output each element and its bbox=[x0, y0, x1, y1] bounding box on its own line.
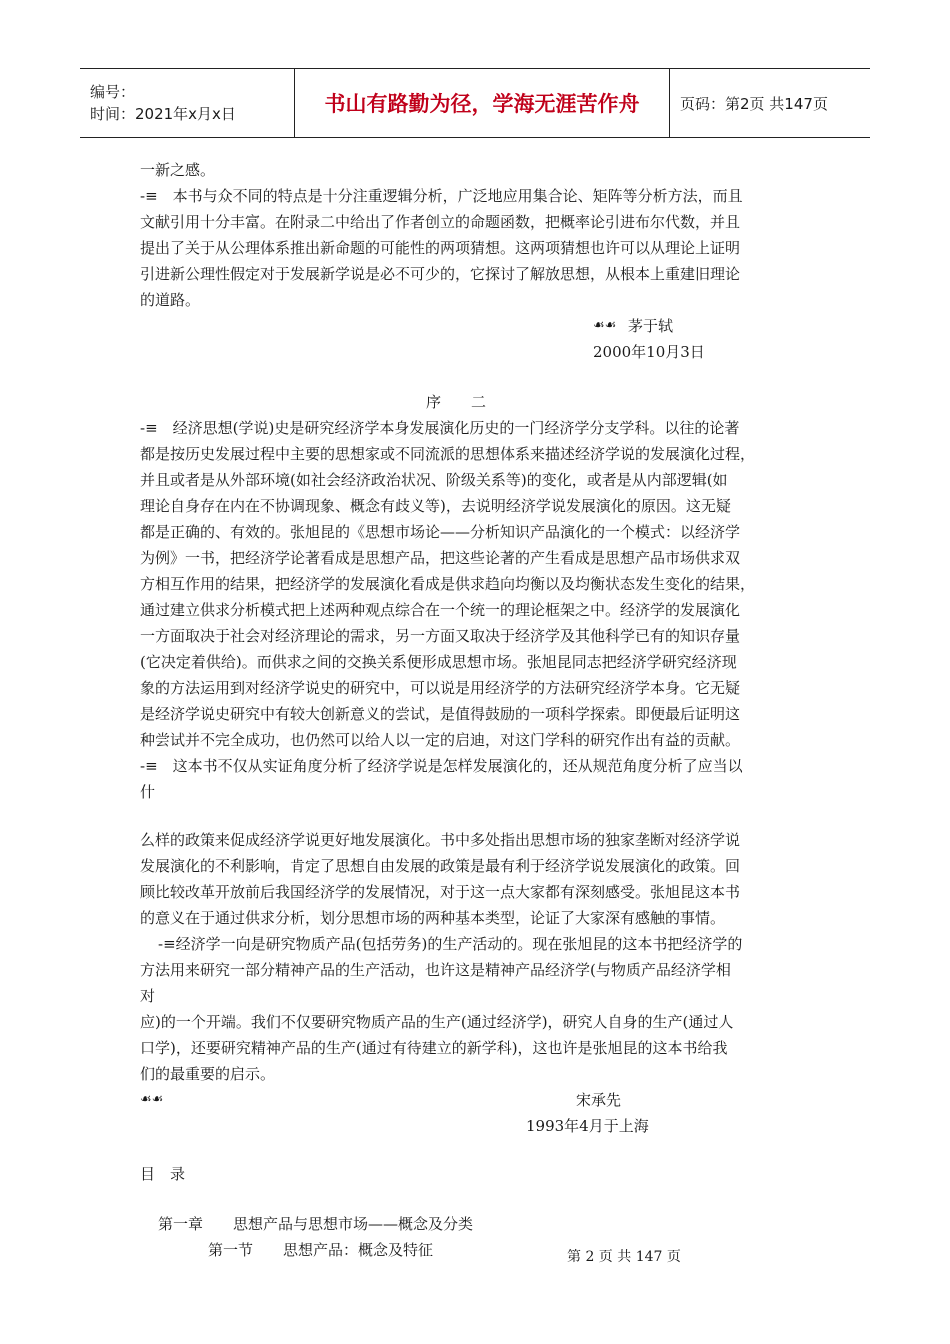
text-line: 提出了关于从公理体系推出新命题的可能性的两项猜想。这两项猜想也许可以从理论上证明 bbox=[140, 239, 741, 257]
text-line: 通过建立供求分析模式把上述两种观点综合在一个统一的理论框架之中。经济学的发展演化 bbox=[140, 601, 741, 619]
page-label: 页码：第2页 共147页 bbox=[680, 94, 828, 113]
text-line: 口学)，还要研究精神产品的生产(通过有待建立的新学科)，这也许是张旭昆的这本书给我 bbox=[140, 1039, 728, 1057]
text-line: 目 录 bbox=[140, 1165, 186, 1183]
text-line: 为例》一书，把经济学论著看成是思想产品，把这些论著的产生看成是思想产品市场供求双 bbox=[140, 549, 741, 567]
text-line: 第一节 思想产品：概念及特征 bbox=[208, 1241, 434, 1259]
text-line: -≡ 经济思想(学说)史是研究经济学本身发展演化历史的一门经济学分支学科。以往的论著 bbox=[140, 419, 740, 437]
header-page bbox=[670, 69, 870, 137]
text-line: 顾比较改革开放前后我国经济学的发展情况，对于这一点大家都有深刻感受。张旭昆这本书 bbox=[140, 883, 741, 901]
ornament-icon: ☙☙ bbox=[140, 1092, 164, 1107]
header-meta bbox=[80, 69, 295, 137]
text-line: 都是正确的、有效的。张旭昆的《思想市场论——分析知识产品演化的一个模式：以经济学 bbox=[140, 523, 741, 541]
text-line: 1993年4月于上海 bbox=[526, 1117, 649, 1135]
text-line: 的道路。 bbox=[140, 291, 201, 309]
text-line: 理论自身存在内在不协调现象、概念有歧义等)，去说明经济学说发展演化的原因。这无疑 bbox=[140, 497, 731, 515]
text-line: 一方面取决于社会对经济理论的需求，另一方面又取决于经济学及其他科学已有的知识存量 bbox=[140, 627, 741, 645]
text-line: 对 bbox=[140, 987, 156, 1005]
text-line: 2000年10月3日 bbox=[593, 343, 705, 361]
text-line: 第一章 思想产品与思想市场——概念及分类 bbox=[158, 1215, 474, 1233]
header-motto bbox=[295, 69, 670, 137]
text-line: 宋承先 bbox=[576, 1091, 622, 1109]
ornament-icon: ☙☙ bbox=[593, 318, 617, 333]
text-line: -≡ 本书与众不同的特点是十分注重逻辑分析，广泛地应用集合论、矩阵等分析方法，而且 bbox=[140, 187, 743, 205]
text-line: 方法用来研究一部分精神产品的生产活动，也许这是精神产品经济学(与物质产品经济学相 bbox=[140, 961, 731, 979]
text-line: -≡经济学一向是研究物质产品(包括劳务)的生产活动的。现在张旭昆的这本书把经济学的 bbox=[158, 935, 743, 953]
text-line: 一新之感。 bbox=[140, 161, 216, 179]
number-label: 编号： bbox=[90, 83, 136, 101]
text-line: 发展演化的不利影响，肯定了思想自由发展的政策是最有利于经济学说发展演化的政策。回 bbox=[140, 857, 741, 875]
footer-page-number: 第 2 页 共 147 页 bbox=[567, 1249, 681, 1265]
text-line: -≡ 这本书不仅从实证角度分析了经济学说是怎样发展演化的，还从规范角度分析了应当以 bbox=[140, 757, 743, 775]
text-line: 是经济学说史研究中有较大创新意义的尝试，是值得鼓励的一项科学探索。即便最后证明这 bbox=[140, 705, 741, 723]
text-line: 们的最重要的启示。 bbox=[140, 1065, 276, 1083]
text-line: 方相互作用的结果，把经济学的发展演化看成是供求趋向均衡以及均衡状态发生变化的结果， bbox=[140, 575, 756, 593]
text-line: 序 二 bbox=[426, 393, 487, 411]
text-line: 应)的一个开端。我们不仅要研究物质产品的生产(通过经济学)，研究人自身的生产(通过人 bbox=[140, 1013, 734, 1031]
text-line: 并且或者是从外部环境(如社会经济政治状况、阶级关系等)的变化，或者是从内部逻辑(如 bbox=[140, 471, 728, 489]
text-line: (它决定着供给)。而供求之间的交换关系便形成思想市场。张旭昆同志把经济学研究经济现 bbox=[140, 653, 737, 671]
text-line: 文献引用十分丰富。在附录二中给出了作者创立的命题函数，把概率论引进布尔代数，并且 bbox=[140, 213, 741, 231]
text-line: 么样的政策来促成经济学说更好地发展演化。书中多处指出思想市场的独家垄断对经济学说 bbox=[140, 831, 741, 849]
date-label: 时间：2021年x月x日 bbox=[90, 105, 236, 123]
text-line: 种尝试并不完全成功，也仍然可以给人以一定的启迪，对这门学科的研究作出有益的贡献。 bbox=[140, 731, 741, 749]
motto-text: 书山有路勤为径，学海无涯苦作舟 bbox=[324, 92, 640, 116]
text-line: 茅于轼 bbox=[628, 317, 674, 335]
text-line: 引进新公理性假定对于发展新学说是必不可少的，它探讨了解放思想，从根本上重建旧理论 bbox=[140, 265, 741, 283]
text-line: 的意义在于通过供求分析，划分思想市场的两种基本类型，论证了大家深有感触的事情。 bbox=[140, 909, 726, 927]
text-line: 象的方法运用到对经济学说史的研究中，可以说是用经济学的方法研究经济学本身。它无疑 bbox=[140, 679, 741, 697]
text-line: 都是按历史发展过程中主要的思想家或不同流派的思想体系来描述经济学说的发展演化过程， bbox=[140, 445, 756, 463]
page-header bbox=[80, 68, 870, 138]
text-line: 什 bbox=[140, 783, 156, 801]
